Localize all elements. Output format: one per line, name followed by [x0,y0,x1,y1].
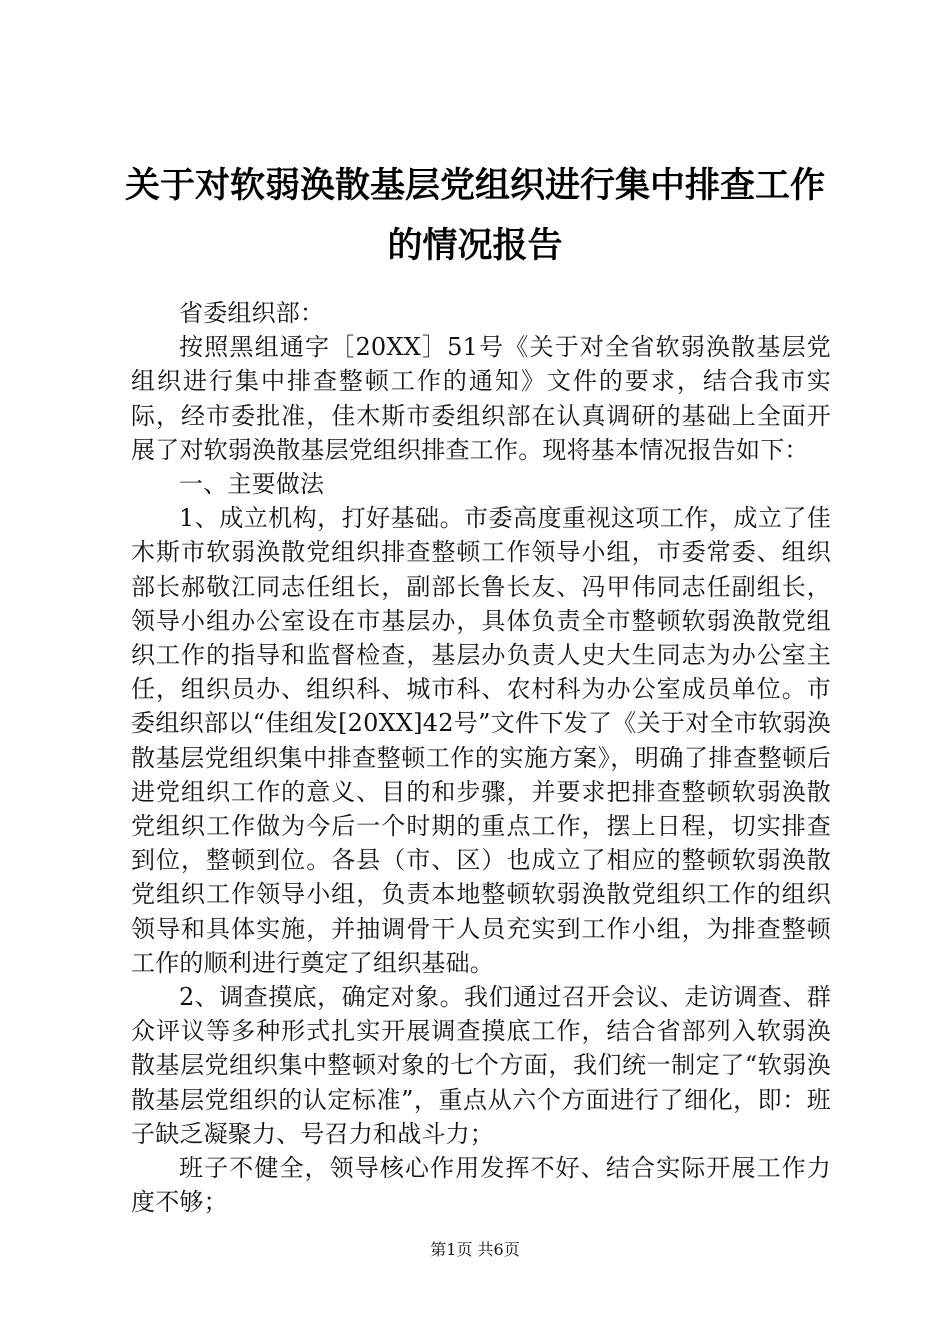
page-number-footer: 第1页 共6页 [430,1240,520,1259]
document-title [100,156,850,276]
title-line-2: 的情况报告 [387,225,563,266]
body-paragraph: 班子不健全，领导核心作用发挥不好、结合实际开展工作力度不够； [131,1154,831,1217]
section-heading: 一、主要做法 [179,470,325,499]
intro-paragraph: 按照黑组通字［20XX］51号《关于对全省软弱涣散基层党组织进行集中排查整顿工作的通知》文件的要求，结合我市实际，经市委批准，佳木斯市委组织部在认真调研的基础上全面开展了对软弱涣散基层党组织排查工作。现将基本情况报告如下： [131,333,831,464]
salutation: 省委组织部： [179,299,325,327]
title-line-1: 关于对软弱涣散基层党组织进行集中排查工作 [124,165,825,206]
document-body [131,296,831,1219]
body-paragraph: 2、调查摸底，确定对象。我们通过召开会议、走访调查、群众评议等多种形式扎实开展调查摸底工作，结合省部列入软弱涣散基层党组织集中整顿对象的七个方面，我们统一制定了“软弱涣散基层党组织的认定标准”，重点从六个方面进行了细化，即：班子缺乏凝聚力、号召力和战斗力； [131,983,831,1148]
body-paragraph: 1、成立机构，打好基础。市委高度重视这项工作，成立了佳木斯市软弱涣散党组织排查整顿工作领导小组，市委常委、组织部长郝敬江同志任组长，副部长鲁长友、冯甲伟同志任副组长，领导小组办公室设在市基层办，具体负责全市整顿软弱涣散党组织工作的指导和监督检查，基层办负责人史大生同志为办公室主任，组织员办、组织科、城市科、农村科为办公室成员单位。市委组织部以“佳组发[20XX]42号”文件下发了《关于对全市软弱涣散基层党组织集中排查整顿工作的实施方案》，明确了排查整顿后进党组织工作的意义、目的和步骤，并要求把排查整顿软弱涣散党组织工作做为今后一个时期的重点工作，摆上日程，切实排查到位，整顿到位。各县（市、区）也成立了相应的整顿软弱涣散党组织工作领导小组，负责本地整顿软弱涣散党组织工作的组织领导和具体实施，并抽调骨干人员充实到工作小组，为排查整顿工作的顺利进行奠定了组织基础。 [131,504,831,977]
